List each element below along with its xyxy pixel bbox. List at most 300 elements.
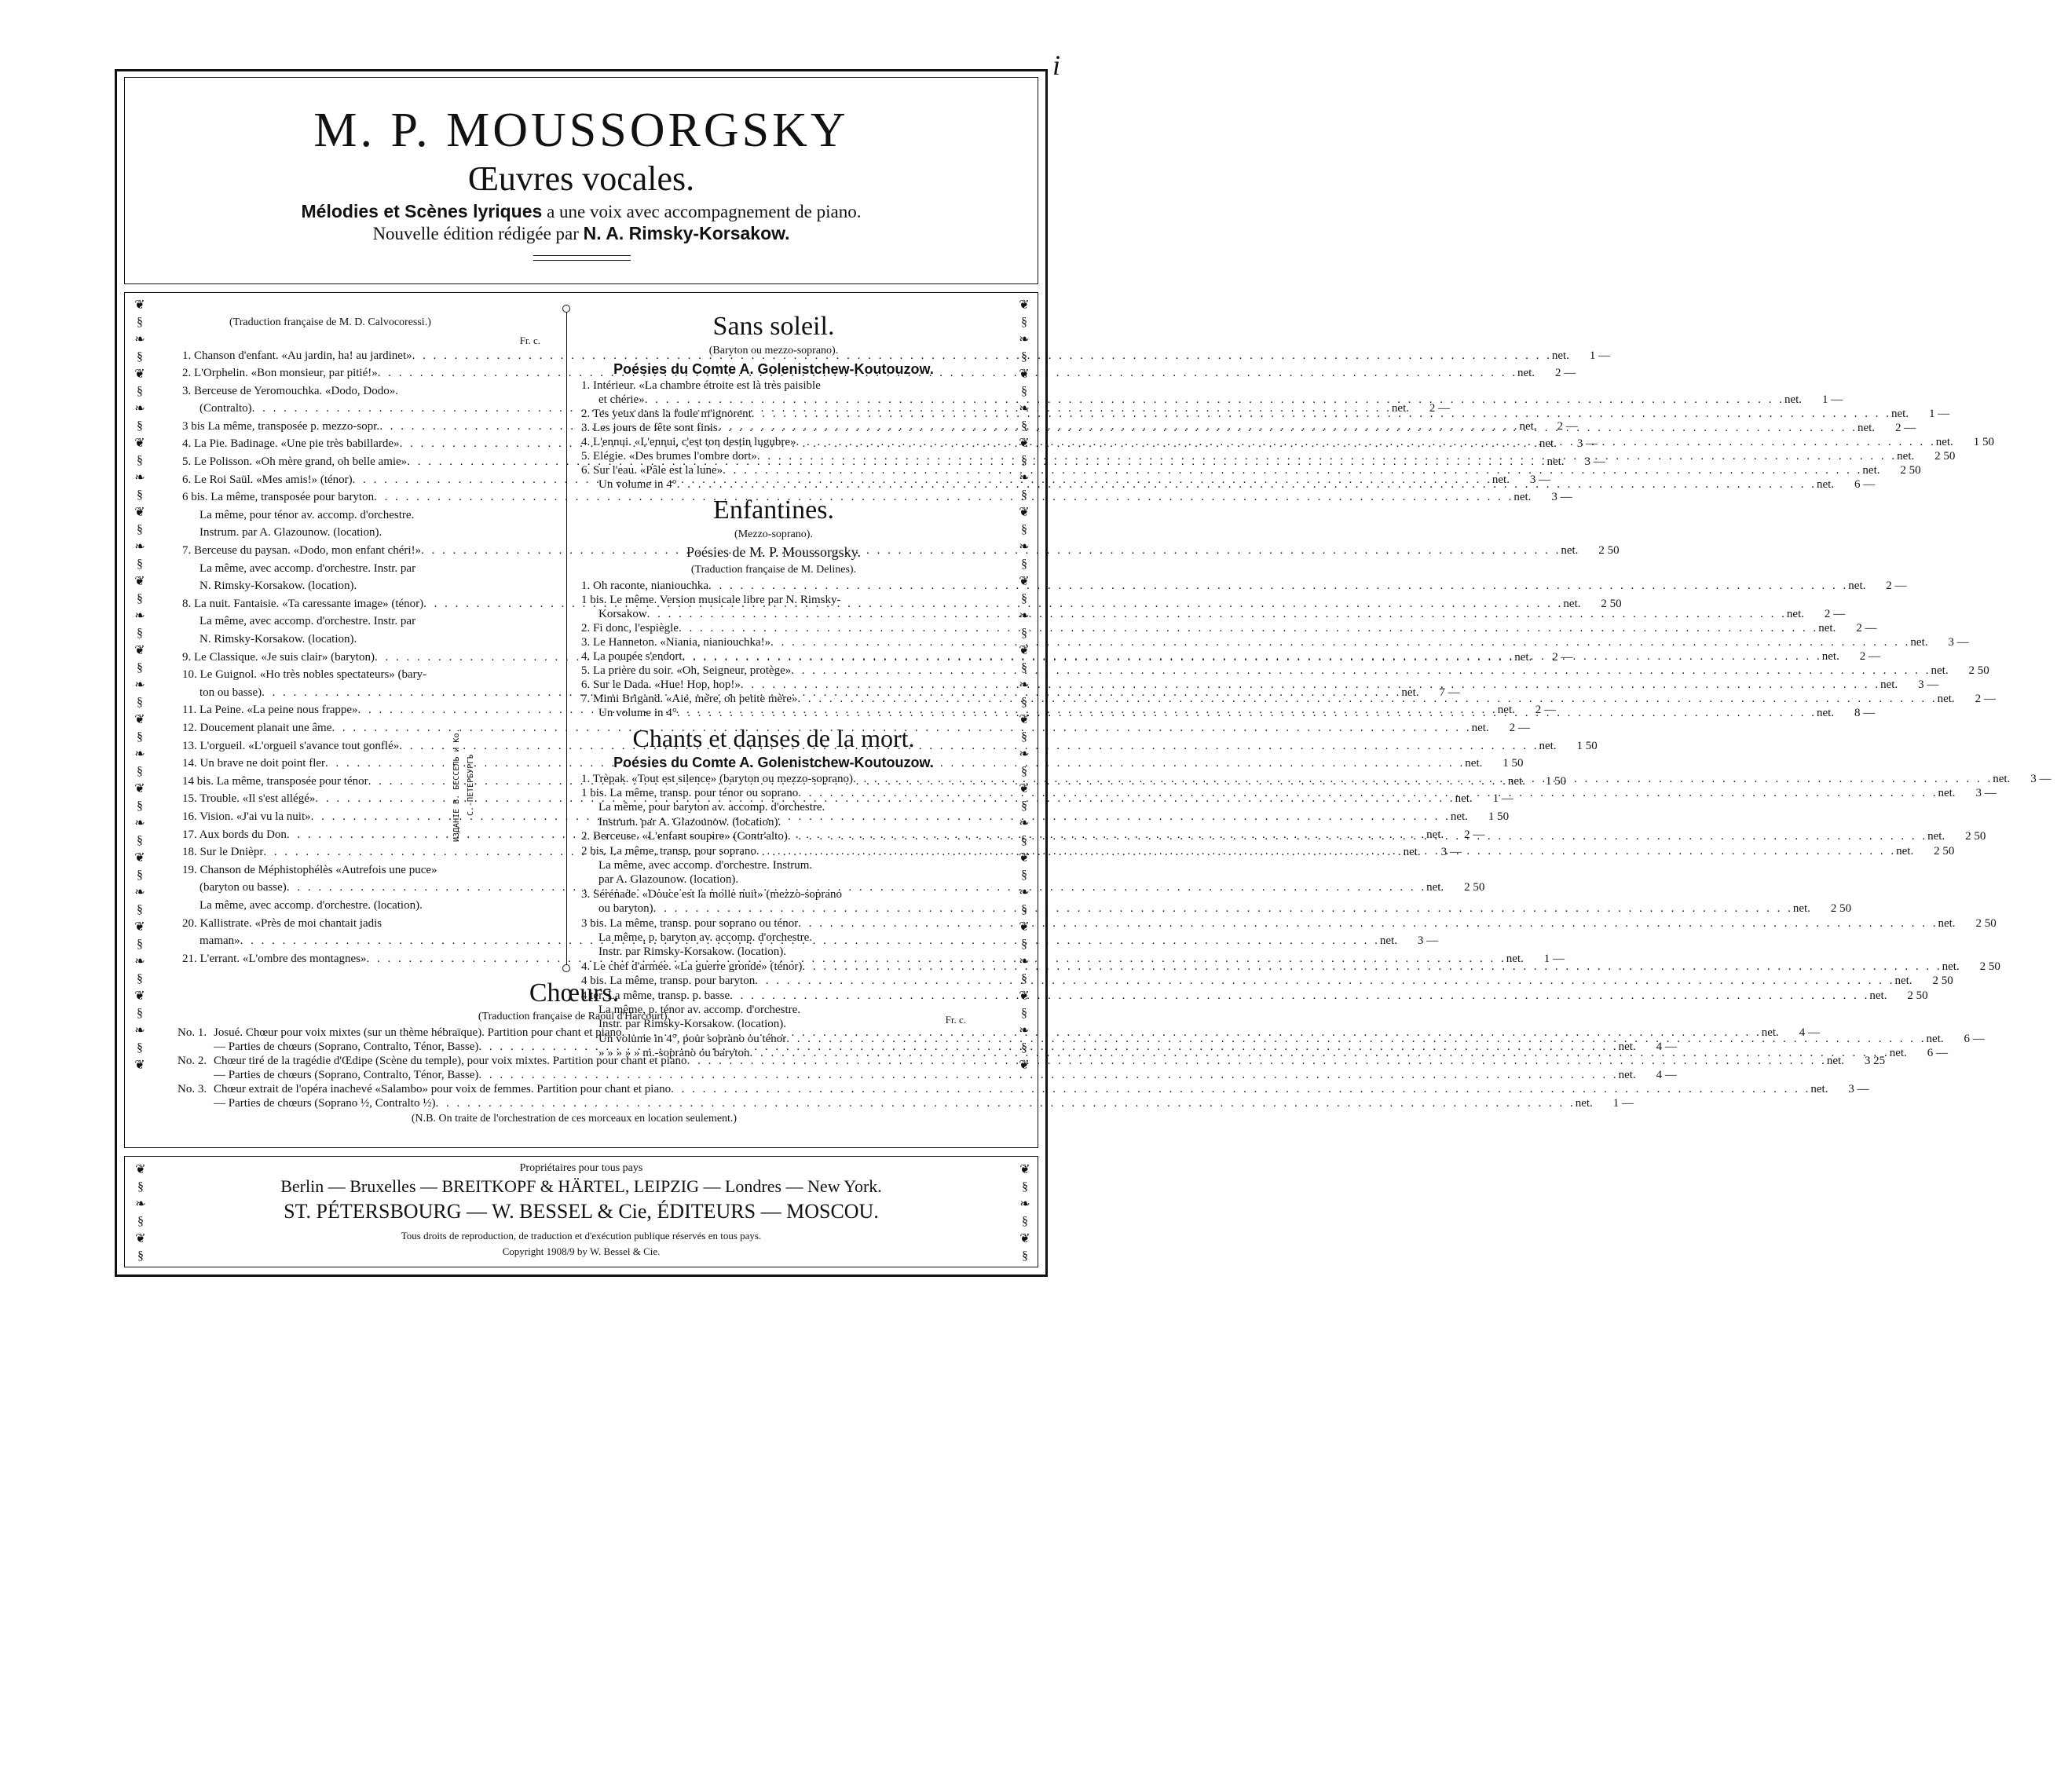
ornament-glyph: § (137, 696, 143, 709)
ornament-glyph: § (1021, 972, 1027, 986)
ornament-glyph: ❧ (1019, 886, 1030, 899)
entry-title: 7. Berceuse du paysan. «Dodo, mon enfant chéri!» (182, 544, 422, 558)
catalogue-entry (182, 861, 558, 880)
ornament-glyph: § (1022, 1249, 1028, 1263)
entry-title: 19. Chanson de Méphistophélès «Autrefois une puce» (182, 863, 437, 876)
ornament-glyph: ❦ (134, 851, 145, 865)
entry-price: 2 50 (1601, 597, 1622, 610)
entry-title: 4. Le chef d'armée. «La guerre gronde» (ténor) (581, 960, 803, 973)
leader-dots (756, 844, 1896, 858)
entry-price: 2 — (1886, 579, 1907, 592)
leader-dots (671, 1082, 1810, 1096)
entry-net: net. (1471, 721, 1489, 734)
entry-net: net. (1784, 393, 1803, 406)
catalogue-entry (581, 621, 1877, 635)
entry-title: 13. L'orgueil. «L'orgueil s'avance tout gonflé» (182, 739, 400, 752)
catalogue-entry (581, 916, 1997, 931)
ornament-glyph: ❧ (1019, 817, 1030, 830)
entry-title: 14 bis. La même, transposée pour ténor (182, 774, 368, 788)
ornament-glyph: ❦ (134, 368, 145, 381)
ornament-glyph: ❧ (134, 540, 145, 554)
ornament-glyph: ❧ (1019, 402, 1030, 415)
entry-price: 7 — (1439, 686, 1460, 699)
ornament-glyph: § (1021, 1007, 1027, 1020)
leader-dots (653, 901, 1793, 916)
entry-title: 2. Berceuse. «L'enfant soupire» (Contr'alto) (581, 830, 788, 843)
entry-title: 20. Kallistrate. «Près de moi chantait jadis (182, 916, 382, 930)
ornament-glyph: ❦ (135, 1163, 146, 1176)
ornament-glyph: ❦ (134, 506, 145, 519)
ornament-glyph: ❧ (1019, 471, 1030, 485)
ornament-glyph: ❧ (134, 1024, 145, 1037)
entry-title: 10. Le Guignol. «Ho très nobles spectateurs» (bary- (182, 668, 427, 682)
entry-title: 1 bis. La même, transp. pour ténor ou soprano (581, 786, 799, 799)
ornament-glyph: § (137, 799, 143, 813)
entry-title: 14. Un brave ne doit point fler (182, 757, 326, 770)
entry-price: 3 — (2030, 772, 2052, 785)
ornament-glyph: § (1021, 558, 1027, 571)
entry-net: net. (1761, 1026, 1779, 1039)
catalogue-entry (581, 579, 1907, 593)
entry-price: 4 — (1656, 1040, 1677, 1053)
entry-net: net. (1401, 686, 1419, 699)
entry-number: No. 2. (178, 1054, 207, 1067)
ornament-glyph: ❧ (1019, 609, 1030, 623)
catalogue-entry (581, 421, 1916, 435)
entry-price: 1 — (1821, 393, 1843, 406)
entry-title: 1 bis. Le même. Version musicale libre par N. Rimsky- (581, 593, 841, 606)
footer-line2: ST. PÉTERSBOURG — W. BESSEL & Cie, ÉDITEURS — MOSCOU. (284, 1200, 879, 1223)
ornament-glyph: § (137, 350, 143, 364)
catalogue-entry (178, 1040, 1677, 1054)
entry-net: net. (1517, 367, 1535, 380)
leader-dots (757, 449, 1897, 463)
entry-net: net. (1927, 830, 1945, 843)
leader-dots (708, 579, 1848, 593)
entry-net: net. (1551, 349, 1569, 362)
entry-title: Instrum. par A. Glazounow. (location). (199, 526, 382, 539)
ornament-glyph: § (1021, 385, 1027, 398)
entry-net: net. (1513, 491, 1532, 504)
entry-price: 6 — (1964, 1032, 1985, 1045)
leader-dots (797, 692, 1937, 706)
entry-title: 4. La poupée s'endort (581, 649, 683, 663)
entry-net: net. (1938, 916, 1956, 930)
ornament-glyph: § (137, 1007, 143, 1020)
entry-price: 2 50 (1830, 902, 1852, 916)
ornament-glyph: § (137, 1180, 144, 1194)
entry-title: La même, avec accomp. d'orchestre. Instrum. (598, 858, 813, 872)
entry-price: 3 — (1576, 437, 1598, 451)
entry-title: 1. Trèpak. «Tout est silence» (baryton ou mezzo-soprano) (581, 772, 853, 785)
ornament-glyph: ❧ (134, 471, 145, 485)
entry-net: net. (1931, 664, 1949, 677)
entry-net: net. (1450, 810, 1468, 823)
entry-net: net. (1506, 952, 1524, 965)
entry-net: net. (1563, 597, 1581, 610)
footer-ornament-right (1017, 1161, 1033, 1263)
entry-price: 2 50 (1907, 989, 1928, 1002)
ornament-glyph: § (1021, 454, 1027, 467)
entry-price: 2 — (1975, 692, 1996, 705)
entry-net: net. (1492, 473, 1510, 486)
ornament-glyph: ❧ (1019, 1024, 1030, 1037)
ornament-glyph: § (1021, 903, 1027, 916)
entry-price: 2 — (1509, 721, 1530, 734)
ornament-left (132, 297, 148, 1071)
ornament-glyph: § (137, 661, 143, 675)
leader-dots (679, 621, 1818, 635)
sans-soleil-voice: (Baryton ou mezzo-soprano). (708, 345, 839, 357)
entry-title: (baryton ou basse) (199, 881, 287, 894)
entry-title: 3. Le Hanneton. «Niania, nianiouchka!» (581, 635, 771, 649)
stamp-right-text: С.-ПЕТЕРБУРГЪ (467, 754, 475, 817)
entry-title: 15. Trouble. «Il s'est allégé» (182, 792, 316, 806)
entry-price: 2 — (1856, 621, 1877, 635)
entry-price: 1 — (1492, 792, 1513, 806)
entry-net: net. (1817, 477, 1835, 491)
ornament-glyph: § (137, 834, 143, 847)
ornament-glyph: § (1022, 1180, 1028, 1194)
enfantines-poet: Poésies de M. P. Moussorgsky. (686, 544, 862, 560)
entry-title: 6. Le Roi Saül. «Mes amis!» (ténor) (182, 473, 353, 486)
catalogue-entry (178, 1096, 1634, 1110)
entry-price: 3 — (1529, 473, 1551, 486)
entry-number: No. 1. (178, 1026, 207, 1039)
left-translation: (Traduction française de M. D. Calvocoressi.) (229, 316, 431, 328)
ornament-glyph: § (137, 938, 143, 951)
ornament-glyph: ❦ (1019, 1059, 1030, 1072)
entry-title: 2. Tes yeux dans la foule m'ignorent (581, 407, 752, 420)
entry-title: La même, p. baryton av. accomp. d'orchestre. (598, 931, 813, 944)
catalogue-entry (178, 1082, 1869, 1096)
entry-title: Instr. par Rimsky-Korsakow. (location). (598, 1018, 786, 1031)
choeurs-translation: (Traduction française de Raoul d'Harcourt). (478, 1011, 671, 1022)
ornament-glyph: ❦ (134, 989, 145, 1003)
ornament-glyph: § (1021, 661, 1027, 675)
catalogue-entry (581, 706, 1876, 720)
entry-title: La même, avec accomp. d'orchestre. Instr. par (199, 561, 416, 575)
entry-title: 5. Le Polisson. «Oh mère grand, oh belle amie» (182, 455, 408, 469)
catalogue-entry (581, 379, 966, 393)
entry-net: net. (1792, 902, 1810, 916)
entry-title: 3 bis. La même, transp. pour soprano ou ténor (581, 916, 799, 930)
entry-price: 2 — (1554, 367, 1576, 380)
composer-title: M. P. MOUSSORGSKY (313, 104, 849, 157)
entry-price: 3 — (1948, 635, 1969, 649)
ornament-glyph: ❦ (134, 437, 145, 450)
catalogue-entry (581, 649, 1880, 664)
leader-dots (723, 463, 1862, 477)
entry-net: net. (1786, 607, 1804, 620)
entry-title: 12. Doucement planait une âme (182, 721, 332, 734)
entry-net: net. (1862, 463, 1880, 477)
ornament-glyph: § (137, 523, 143, 536)
ornament-glyph: § (137, 730, 143, 744)
choeurs-title: Chœurs. (529, 978, 620, 1008)
entry-net: net. (1539, 739, 1557, 752)
leader-dots (677, 706, 1817, 720)
catalogue-entry (581, 945, 966, 959)
entry-net: net. (1403, 846, 1421, 859)
entry-title: 3. Les jours de fête sont finis (581, 421, 718, 434)
catalogue-entry (581, 593, 966, 607)
ornament-glyph: § (1021, 350, 1027, 364)
ornament-glyph: § (137, 419, 143, 433)
entry-title: N. Rimsky-Korsakow. (location). (199, 633, 357, 645)
divider-top-circle (562, 305, 570, 313)
catalogue-entry (581, 815, 966, 829)
ornament-glyph: § (137, 1249, 144, 1263)
work-title: Œuvres vocales. (467, 159, 695, 198)
leader-dots (788, 829, 1927, 843)
catalogue-entry (182, 577, 558, 595)
ornament-glyph: ❧ (134, 886, 145, 899)
entry-price: 4 — (1799, 1026, 1820, 1039)
entry-price: 2 — (1429, 402, 1451, 415)
ornament-glyph: ❧ (135, 1198, 146, 1211)
entry-net: net. (1817, 706, 1835, 719)
leader-dots (435, 1096, 1575, 1110)
entry-title: Josué. Chœur pour voix mixtes (sur un thème hébraïque). Partition pour chant et piano (214, 1026, 622, 1039)
ornament-glyph: ❧ (134, 333, 145, 346)
stamp-left-text: ИЗДАНІЕ В. БЕССЕЛЬ и Ко. (452, 728, 461, 843)
entry-net: net. (1889, 1047, 1907, 1060)
leader-dots (798, 916, 1938, 931)
ornament-glyph: § (1021, 419, 1027, 433)
entry-price: 2 50 (1975, 916, 1997, 930)
catalogue-entry (182, 560, 558, 578)
entry-net: net. (1497, 704, 1515, 717)
entry-title: 21. L'errant. «L'ombre des montagnes» (182, 952, 367, 965)
sans-soleil-list (581, 379, 1994, 492)
ornament-glyph: ❧ (134, 678, 145, 692)
leader-dots (647, 607, 1787, 621)
choeurs-section (178, 978, 1886, 1127)
entry-price: 2 50 (1965, 830, 1986, 843)
entry-title: La même, pour ténor av. accomp. d'orchestre. (199, 508, 415, 521)
entry-price: 3 — (1584, 455, 1605, 469)
entry-title: par A. Glazounow. (location). (598, 873, 739, 887)
ornament-glyph: ❧ (1019, 540, 1030, 554)
entry-price: 3 25 (1864, 1054, 1886, 1067)
entry-price: 2 50 (1934, 844, 1955, 858)
catalogue-entry (182, 488, 1572, 507)
catalogue-entry (182, 524, 558, 542)
ornament-glyph: ❦ (134, 782, 145, 795)
ornament-glyph: ❧ (1019, 1198, 1030, 1211)
entry-net: net. (1869, 989, 1887, 1002)
entry-title: 1. Chanson d'enfant. «Au jardin, ha! au jardinet» (182, 349, 412, 362)
ornament-glyph: § (1021, 696, 1027, 709)
ornament-glyph: § (137, 765, 143, 778)
leader-dots (399, 737, 1539, 755)
entry-title: 5. Elégie. «Des brumes l'ombre dort» (581, 449, 757, 463)
ornament-glyph: § (137, 627, 143, 640)
edition-prefix: Nouvelle édition rédigée par (372, 224, 584, 243)
ornament-glyph: ❦ (134, 298, 145, 312)
ornament-glyph: ❦ (134, 920, 145, 934)
edition-line (125, 222, 1038, 245)
catalogue-entry (581, 786, 1997, 800)
catalogue-entry (581, 901, 1852, 916)
entry-net: net. (1857, 421, 1876, 434)
chants-title: Chants et danses de la mort. (632, 723, 915, 752)
entry-net: net. (1821, 649, 1839, 663)
ornament-glyph: ❦ (1019, 437, 1030, 450)
entry-price: 2 50 (1932, 975, 1953, 988)
entry-price: 6 — (1927, 1047, 1948, 1060)
leader-dots (677, 477, 1817, 492)
left-currency: Fr. c. (519, 334, 540, 346)
entry-title: 16. Vision. «J'ai vu la nuit» (182, 810, 311, 823)
entry-title: (Contralto) (199, 402, 252, 415)
leader-dots (683, 649, 1822, 664)
catalogue-entry (182, 613, 558, 631)
entry-net: net. (1880, 678, 1898, 691)
ornament-glyph: § (1021, 523, 1027, 536)
ornament-glyph: ❦ (1019, 851, 1030, 865)
enfantines-voice: (Mezzo-soprano). (734, 528, 813, 540)
entry-title: Instrum. par A. Glazounow. (location). (598, 815, 781, 828)
entry-title: La même, avec accomp. d'orchestre. Instr. par (199, 615, 416, 628)
leader-dots (853, 772, 1993, 786)
entry-price: 3 — (1440, 846, 1462, 859)
ornament-glyph: § (1021, 938, 1027, 951)
sans-soleil-poet: Poésies du Comte A. Golenistchew-Koutouzow. (613, 360, 934, 377)
entry-net: net. (1561, 544, 1579, 558)
entry-title: ton ou basse) (199, 686, 262, 699)
sans-soleil-title: Sans soleil. (712, 312, 835, 341)
ornament-glyph: ❦ (1019, 368, 1030, 381)
leader-dots (478, 1068, 1618, 1082)
entry-title: 2. L'Orphelin. «Bon monsieur, par pitié!» (182, 367, 378, 380)
entry-title: La même, avec accomp. d'orchestre. (location). (199, 898, 423, 912)
catalogue-entry (581, 844, 1955, 858)
ornament-glyph: § (1022, 1215, 1028, 1228)
entry-price: 3 — (1918, 678, 1939, 691)
entry-net: net. (1894, 975, 1912, 988)
catalogue-entry (182, 915, 558, 933)
entry-net: net. (1539, 437, 1557, 451)
footer-line1: Berlin — Bruxelles — BREITKOPF & HÄRTEL, LEIPZIG — Londres — New York. (280, 1176, 882, 1196)
ornament-glyph: ❦ (1019, 506, 1030, 519)
ornament-glyph: § (137, 454, 143, 467)
catalogue-entry (182, 719, 1530, 737)
catalogue-entry (581, 931, 966, 945)
entry-title: 7. Mimi Brigand. «Aie, mère, oh petite mère» (581, 692, 798, 705)
entry-title: 4 ter. La même, transp. p. basse (581, 989, 730, 1002)
entry-price: 1 50 (1545, 774, 1567, 788)
entry-title: La même, p. ténor av. accomp. d'orchestre. (598, 1004, 801, 1016)
entry-title: 3 bis La même, transposée p. mezzo-sopr. (182, 419, 380, 433)
entry-net: net. (1618, 1040, 1636, 1053)
entry-title: — Parties de chœurs (Soprano, Contralto, Ténor, Basse) (214, 1040, 479, 1053)
entry-net: net. (1426, 881, 1444, 894)
ornament-glyph: ❦ (134, 644, 145, 657)
catalogue-entry (581, 664, 1989, 678)
entry-title: 17. Aux bords du Don (182, 828, 287, 841)
subtitle (125, 200, 1038, 223)
entry-net: net. (1575, 1096, 1593, 1110)
entry-net: net. (1818, 621, 1836, 635)
ornament-glyph: ❧ (1019, 678, 1030, 692)
entry-title: 6 bis. La même, transposée pour baryton (182, 491, 375, 504)
entry-title: » » » » » m.-soprano ou baryton (598, 1047, 750, 1060)
ornament-glyph: § (1021, 730, 1027, 744)
entry-price: 2 50 (1900, 463, 1921, 477)
edition-editor: N. A. Rimsky-Korsakow. (583, 223, 790, 243)
entry-price: 8 — (1854, 706, 1876, 719)
catalogue-entry (581, 407, 1950, 421)
ornament-glyph: ❦ (1019, 1232, 1030, 1245)
ornament-glyph: § (137, 903, 143, 916)
entry-price: 1 — (1589, 349, 1611, 362)
ornament-glyph: ❦ (134, 575, 145, 588)
ornament-glyph: § (137, 972, 143, 986)
ornament-glyph: § (1021, 316, 1027, 329)
catalogue-entry (581, 887, 966, 901)
entry-price: 2 50 (1934, 449, 1956, 463)
header-rule (533, 255, 631, 261)
catalogue-entry (581, 829, 1986, 843)
ornament-glyph: ❧ (1019, 748, 1030, 761)
entry-price: 1 — (1929, 407, 1950, 420)
catalogue-entry (581, 607, 1846, 621)
entry-price: 2 — (1859, 649, 1880, 663)
ornament-glyph: § (137, 488, 143, 502)
catalogue-entry (581, 463, 1921, 477)
footer-ornament-left (133, 1161, 148, 1263)
leader-dots (802, 960, 1942, 974)
ornament-glyph: ❦ (1019, 575, 1030, 588)
ornament-glyph: ❦ (1019, 644, 1030, 657)
entry-title: ou baryton) (598, 902, 653, 916)
entry-title: 5. La prière du soir. «Oh, Seigneur, protège» (581, 664, 792, 677)
choeurs-note: (N.B. On traite de l'orchestration de ces morceaux en location seulement.) (411, 1112, 738, 1125)
entry-price: 1 50 (1576, 739, 1598, 752)
entry-price: 1 50 (1488, 810, 1510, 823)
ornament-glyph: ❧ (134, 748, 145, 761)
ornament-glyph: § (137, 558, 143, 571)
leader-dots (796, 435, 1935, 449)
entry-net: net. (1926, 1032, 1944, 1045)
catalogue-entry (182, 631, 558, 649)
entry-net: net. (1810, 1082, 1828, 1095)
catalogue-entry (581, 393, 1843, 407)
ornament-glyph: § (137, 1041, 143, 1055)
entry-title: 4. L'ennui. «L'ennui, c'est ton destin lugubre» (581, 435, 796, 448)
ornament-glyph: § (1021, 869, 1027, 882)
leader-dots (621, 1026, 1761, 1040)
choeurs-currency: Fr. c. (945, 1013, 966, 1026)
leader-dots (752, 407, 1891, 421)
entry-price: 1 50 (1503, 757, 1524, 770)
entry-title: 6. Sur l'eau. «Pâle est la lune» (581, 463, 723, 477)
entry-price: 3 — (1417, 934, 1439, 948)
entry-title: Chœur extrait de l'opéra inachevé «Salambo» pour voix de femmes. Partition pour chant et piano (214, 1082, 672, 1095)
ornament-glyph: § (1021, 627, 1027, 640)
leader-dots (478, 1040, 1618, 1054)
footer-rights: Tous droits de reproduction, de traduction et d'exécution publique réservés en tous pays. (401, 1230, 762, 1242)
catalogue-entry (581, 635, 1969, 649)
entry-net: net. (1937, 692, 1955, 705)
ornament-glyph: ❦ (1019, 1163, 1030, 1176)
entry-title: Un volume in 4° (598, 706, 677, 719)
ornament-glyph: ❧ (134, 609, 145, 623)
entry-title: — Parties de chœurs (Soprano ½, Contralto ½) (214, 1096, 436, 1110)
leader-dots (791, 664, 1931, 678)
